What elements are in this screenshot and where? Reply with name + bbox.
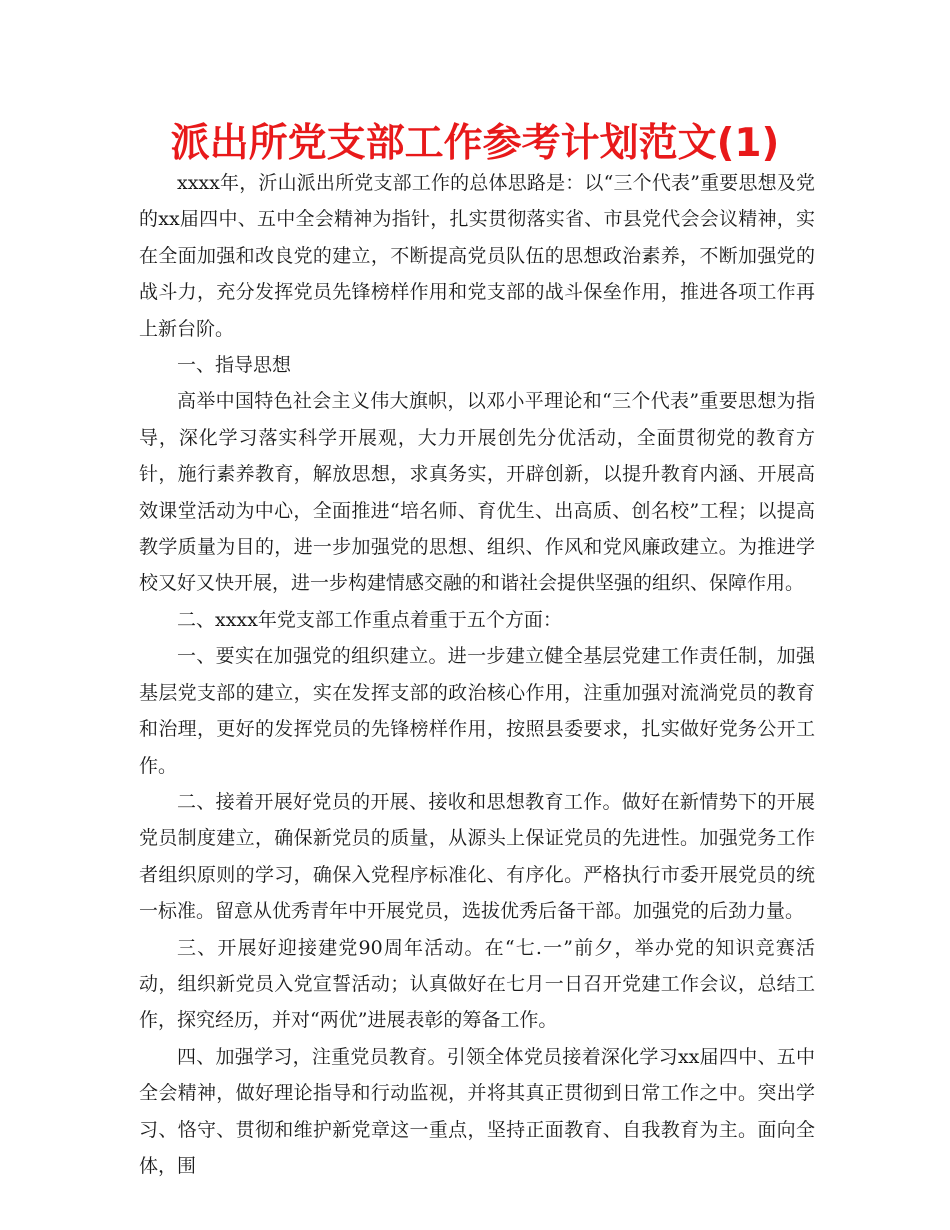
document-title: 派出所党支部工作参考计划范文(1) [170, 121, 780, 166]
paragraph-anniversary: 三、开展好迎接建党90周年活动。在“七.一”前夕，举办党的知识竞赛活动，组织新党员入党宣誓活动；认真做好在七月一日召开党建工作会议，总结工作，探究经历，并对“两优”进展表彰的筹备工作。 [139, 936, 815, 1032]
paragraph-organization: 一、要实在加强党的组织建立。进一步建立健全基层党建工作责任制，加强基层党支部的建立，实在发挥支部的政治核心作用，注重加强对流淌党员的教育和治理，更好的发挥党员的先锋榜样作用，按照县委要求，扎实做好党务公开工作。 [139, 645, 815, 777]
paragraph-guiding-thought: 高举中国特色社会主义伟大旗帜，以邓小平理论和“三个代表”重要思想为指导，深化学习落实科学开展观，大力开展创先分优活动，全面贯彻党的教育方针，施行素养教育，解放思想，求真务实，开辟创新，以提升教育内涵、开展高效课堂活动为中心，全面推进“培名师、育优生、出高质、创名校”工程；以提高教学质量为目的，进一步加强党的思想、组织、作风和党风廉政建立。为推进学校又好又快开展，进一步构建情感交融的和谐社会提供坚强的组织、保障作用。 [139, 390, 815, 595]
paragraph-intro: xxxx年，沂山派出所党支部工作的总体思路是：以“三个代表”重要思想及党的xx届四中、五中全会精神为指针，扎实贯彻落实省、市县党代会会议精神，实在全面加强和改良党的建立，不断提高党员队伍的思想政治素养，不断加强党的战斗力，充分发挥党员先锋榜样作用和党支部的战斗保垒作用，推进各项工作再上新台阶。 [139, 172, 815, 340]
paragraph-member-development: 二、接着开展好党员的开展、接收和思想教育工作。做好在新情势下的开展党员制度建立，确保新党员的质量，从源头上保证党员的先进性。加强党务工作者组织原则的学习，确保入党程序标准化、有序化。严格执行市委开展党员的统一标准。留意从优秀青年中开展党员，选拔优秀后备干部。加强党的后劲力量。 [139, 790, 815, 923]
paragraph-study: 四、加强学习，注重党员教育。引领全体党员接着深化学习xx届四中、五中全会精神，做好理论指导和行动监视，并将其真正贯彻到日常工作之中。突出学习、恪守、贯彻和维护新党章这一重点，坚持正面教育、自我教育为主。面向全体，围 [139, 1045, 815, 1177]
document-body [139, 165, 815, 1184]
heading-work-focus: 二、xxxx年党支部工作重点着重于五个方面： [177, 608, 562, 631]
heading-guiding-thought: 一、指导思想 [177, 354, 292, 377]
